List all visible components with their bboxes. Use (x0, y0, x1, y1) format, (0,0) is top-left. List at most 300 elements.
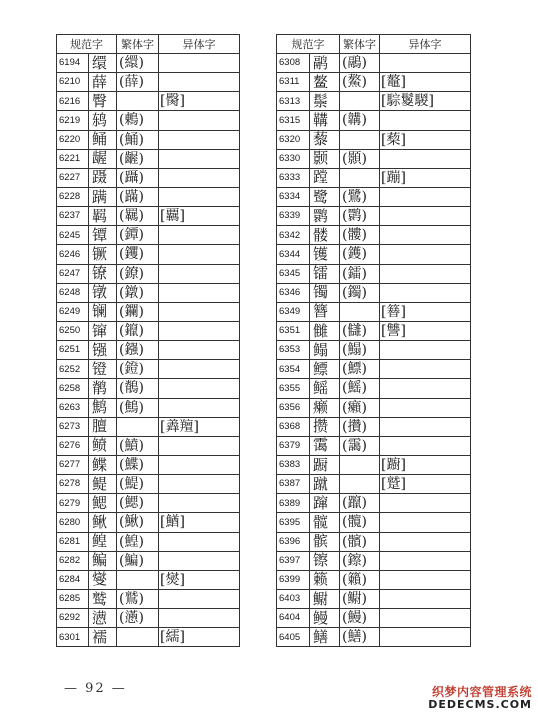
entry-number: 6194 (57, 54, 89, 73)
entry-number: 6379 (277, 436, 310, 455)
entry-number: 6219 (57, 111, 89, 130)
entry-number: 6276 (57, 436, 89, 455)
traditional-char: (蹣) (117, 187, 159, 206)
variant-char (159, 494, 240, 513)
entry-number: 6216 (57, 92, 89, 111)
variant-char (159, 589, 240, 608)
variant-char (380, 436, 471, 455)
watermark-cn: 织梦内容管理系统 (431, 684, 532, 699)
variant-char: [蔾] (380, 130, 471, 149)
table-row (277, 513, 471, 532)
traditional-char: (鰍) (117, 513, 159, 532)
variant-char (380, 398, 471, 417)
table-row (57, 417, 240, 436)
entry-number: 6353 (277, 341, 310, 360)
table-row (277, 341, 471, 360)
entry-number: 6278 (57, 475, 89, 494)
standard-char: 镲 (310, 551, 340, 570)
entry-number: 6349 (277, 302, 310, 321)
char-table-right (276, 34, 471, 647)
table-row (57, 245, 240, 264)
table-row (277, 475, 471, 494)
entry-number: 6220 (57, 130, 89, 149)
traditional-char: (鱝) (117, 436, 159, 455)
standard-char: 籁 (310, 570, 340, 589)
variant-char: [騌鬉騣] (380, 92, 471, 111)
standard-char: 蹴 (310, 475, 340, 494)
entry-number: 6252 (57, 360, 89, 379)
entry-number: 6250 (57, 321, 89, 340)
variant-char (380, 283, 471, 302)
entry-number: 6405 (277, 628, 310, 647)
variant-char (380, 513, 471, 532)
variant-char (380, 111, 471, 130)
standard-char: 镭 (310, 264, 340, 283)
variant-char (159, 245, 240, 264)
table-row (57, 360, 240, 379)
variant-char: [鰌] (159, 513, 240, 532)
table-row (277, 436, 471, 455)
entry-number: 6351 (277, 321, 310, 340)
entry-number: 6301 (57, 628, 89, 647)
standard-char: 鳊 (89, 551, 117, 570)
traditional-char: (懣) (117, 609, 159, 628)
traditional-char: (籟) (340, 570, 380, 589)
traditional-char (117, 570, 159, 589)
standard-char: 鲽 (89, 455, 117, 474)
traditional-char (340, 92, 380, 111)
entry-number: 6221 (57, 149, 89, 168)
traditional-char: (髖) (340, 513, 380, 532)
variant-char (159, 264, 240, 283)
standard-char: 鲼 (89, 436, 117, 455)
standard-char: 鹝 (310, 54, 340, 73)
variant-char (159, 54, 240, 73)
variant-char (159, 532, 240, 551)
standard-char: 鳚 (310, 589, 340, 608)
standard-char: 鳝 (310, 628, 340, 647)
entry-number: 6387 (277, 475, 310, 494)
variant-char: [羴羶] (159, 417, 240, 436)
table-row (277, 245, 471, 264)
standard-char: 簪 (310, 302, 340, 321)
variant-char (380, 360, 471, 379)
variant-char (380, 187, 471, 206)
traditional-char: (攢) (340, 417, 380, 436)
entry-number: 6245 (57, 226, 89, 245)
variant-char (159, 398, 240, 417)
traditional-char: (鯷) (117, 475, 159, 494)
standard-char: 鳎 (310, 341, 340, 360)
standard-char: 鳃 (89, 494, 117, 513)
standard-char: 鬃 (310, 92, 340, 111)
table-header-row (57, 35, 240, 54)
table-row (277, 321, 471, 340)
entry-number: 6396 (277, 532, 310, 551)
entry-number: 6344 (277, 245, 310, 264)
traditional-char: (鑹) (117, 321, 159, 340)
watermark-logo (428, 686, 532, 711)
variant-char (159, 283, 240, 302)
table-row (57, 187, 240, 206)
standard-char: 鲬 (89, 130, 117, 149)
traditional-char: (躥) (340, 494, 380, 513)
standard-char: 膻 (89, 417, 117, 436)
standard-char: 雠 (310, 321, 340, 340)
variant-char (380, 570, 471, 589)
traditional-char: (躡) (117, 168, 159, 187)
entry-number: 6308 (277, 54, 310, 73)
entry-number: 6333 (277, 168, 310, 187)
entry-number: 6263 (57, 398, 89, 417)
traditional-char: (髏) (340, 226, 380, 245)
header-standard-char: 规范字 (277, 35, 340, 54)
table-row (277, 207, 471, 226)
variant-char (159, 341, 240, 360)
variant-char (159, 226, 240, 245)
standard-char: 镦 (89, 283, 117, 302)
table-row (277, 609, 471, 628)
table-row (57, 609, 240, 628)
traditional-char: (鐓) (117, 283, 159, 302)
traditional-char: (鹮) (340, 207, 380, 226)
entry-number: 6249 (57, 302, 89, 321)
variant-char (380, 245, 471, 264)
traditional-char: (鰓) (117, 494, 159, 513)
traditional-char: (鰨) (340, 341, 380, 360)
char-table-left (56, 34, 240, 647)
table-row (277, 111, 471, 130)
table-row (57, 168, 240, 187)
table-row (277, 379, 471, 398)
standard-char: 鳐 (310, 379, 340, 398)
table-row (277, 187, 471, 206)
table-row (57, 341, 240, 360)
traditional-char (117, 92, 159, 111)
entry-number: 6399 (277, 570, 310, 589)
entry-number: 6383 (277, 455, 310, 474)
traditional-char: (鷊) (340, 54, 380, 73)
standard-char: 鹫 (89, 589, 117, 608)
traditional-char: (鏹) (117, 341, 159, 360)
variant-char (159, 187, 240, 206)
entry-number: 6354 (277, 360, 310, 379)
entry-number: 6342 (277, 226, 310, 245)
traditional-char: (羈) (117, 207, 159, 226)
variant-char (380, 628, 471, 647)
entry-number: 6311 (277, 73, 310, 92)
table-row (57, 379, 240, 398)
table-row (277, 570, 471, 589)
standard-char: 髌 (310, 532, 340, 551)
entry-number: 6403 (277, 589, 310, 608)
variant-char (159, 130, 240, 149)
traditional-char: (鯒) (117, 130, 159, 149)
standard-char: 镩 (89, 321, 117, 340)
traditional-char: (癩) (340, 398, 380, 417)
header-traditional-char: 繁体字 (117, 35, 159, 54)
entry-number: 6273 (57, 417, 89, 436)
entry-number: 6404 (277, 609, 310, 628)
variant-char (380, 54, 471, 73)
entry-number: 6395 (277, 513, 310, 532)
variant-char (380, 532, 471, 551)
variant-char (159, 455, 240, 474)
traditional-char: (繯) (117, 54, 159, 73)
variant-char (380, 207, 471, 226)
traditional-char: (鰾) (340, 360, 380, 379)
variant-char (159, 551, 240, 570)
entry-number: 6313 (277, 92, 310, 111)
entry-number: 6389 (277, 494, 310, 513)
table-row (57, 628, 240, 647)
standard-char: 鳌 (310, 73, 340, 92)
table-row (57, 149, 240, 168)
standard-char: 鞲 (310, 111, 340, 130)
table-row (277, 226, 471, 245)
variant-char (380, 551, 471, 570)
entry-number: 6237 (57, 207, 89, 226)
table-row (57, 226, 240, 245)
standard-char: 懑 (89, 609, 117, 628)
standard-char: 鹪 (89, 398, 117, 417)
traditional-char: (鐳) (340, 264, 380, 283)
table-row (57, 92, 240, 111)
standard-char: 髋 (310, 513, 340, 532)
variant-char: [蹵] (380, 475, 471, 494)
standard-char: 镧 (89, 302, 117, 321)
standard-char: 蹒 (89, 187, 117, 206)
variant-char (159, 475, 240, 494)
table-row (277, 455, 471, 474)
header-variant-char: 异体字 (380, 35, 471, 54)
entry-number: 6251 (57, 341, 89, 360)
traditional-char: (鶺) (117, 379, 159, 398)
traditional-char (340, 475, 380, 494)
standard-char: 镯 (310, 283, 340, 302)
entry-number: 6368 (277, 417, 310, 436)
header-variant-char: 异体字 (159, 35, 240, 54)
entry-number: 6292 (57, 609, 89, 628)
standard-char: 缳 (89, 54, 117, 73)
traditional-char (117, 417, 159, 436)
standard-char: 鳀 (89, 475, 117, 494)
entry-number: 6248 (57, 283, 89, 302)
entry-number: 6281 (57, 532, 89, 551)
variant-char (380, 417, 471, 436)
entry-number: 6279 (57, 494, 89, 513)
entry-number: 6320 (277, 130, 310, 149)
entry-number: 6258 (57, 379, 89, 398)
traditional-char: (鷦) (117, 398, 159, 417)
variant-char (380, 226, 471, 245)
table-row (277, 302, 471, 321)
variant-char (159, 436, 240, 455)
standard-char: 攒 (310, 417, 340, 436)
traditional-char: (韝) (340, 111, 380, 130)
standard-char: 颢 (310, 149, 340, 168)
variant-char (159, 302, 240, 321)
variant-char (380, 609, 471, 628)
traditional-char: (鳚) (340, 589, 380, 608)
variant-char: [讐] (380, 321, 471, 340)
table-row (277, 73, 471, 92)
table-row (277, 264, 471, 283)
watermark-en: DEDECMS.COM (428, 697, 532, 711)
table-row (57, 264, 240, 283)
traditional-char: (鱔) (340, 628, 380, 647)
table-row (57, 570, 240, 589)
table-row (57, 455, 240, 474)
standard-char: 燮 (89, 570, 117, 589)
standard-char: 髅 (310, 226, 340, 245)
variant-char: [爕] (159, 570, 240, 589)
standard-char: 鳗 (310, 609, 340, 628)
table-row (277, 92, 471, 111)
variant-char (380, 149, 471, 168)
traditional-char: (钁) (117, 245, 159, 264)
table-row (277, 494, 471, 513)
table-row (57, 532, 240, 551)
standard-char: 鳇 (89, 532, 117, 551)
variant-char (380, 494, 471, 513)
traditional-char: (鷺) (340, 187, 380, 206)
table-row (57, 513, 240, 532)
traditional-char: (鰲) (340, 73, 380, 92)
standard-char: 鹡 (89, 379, 117, 398)
standard-char: 臀 (89, 92, 117, 111)
traditional-char: (鷲) (117, 589, 159, 608)
entry-number: 6247 (57, 264, 89, 283)
variant-char: [蹦] (380, 168, 471, 187)
table-row (277, 551, 471, 570)
entry-number: 6339 (277, 207, 310, 226)
standard-char: 藜 (310, 130, 340, 149)
variant-char (380, 589, 471, 608)
table-row (57, 111, 240, 130)
standard-char: 蹑 (89, 168, 117, 187)
entry-number: 6228 (57, 187, 89, 206)
traditional-char: (靄) (340, 436, 380, 455)
traditional-char: (顥) (340, 149, 380, 168)
table-row (57, 494, 240, 513)
table-row (277, 532, 471, 551)
standard-char: 龌 (89, 149, 117, 168)
traditional-char: (齷) (117, 149, 159, 168)
variant-char (159, 168, 240, 187)
table-row (277, 628, 471, 647)
variant-char (159, 73, 240, 92)
entry-number: 6284 (57, 570, 89, 589)
traditional-char: (鑊) (340, 245, 380, 264)
standard-char: 镢 (89, 245, 117, 264)
table-row (57, 302, 240, 321)
entry-number: 6277 (57, 455, 89, 474)
standard-char: 薛 (89, 73, 117, 92)
standard-char: 鹭 (310, 187, 340, 206)
table-row (277, 417, 471, 436)
traditional-char (340, 168, 380, 187)
table-row (57, 551, 240, 570)
entry-number: 6210 (57, 73, 89, 92)
variant-char (159, 609, 240, 628)
traditional-char: (薛) (117, 73, 159, 92)
traditional-char: (鶇) (117, 111, 159, 130)
traditional-char: (髕) (340, 532, 380, 551)
table-row (277, 589, 471, 608)
standard-char: 蹚 (310, 168, 340, 187)
traditional-char (340, 455, 380, 474)
standard-char: 羁 (89, 207, 117, 226)
variant-char (159, 321, 240, 340)
standard-char: 镣 (89, 264, 117, 283)
standard-char: 鳔 (310, 360, 340, 379)
entry-number: 6345 (277, 264, 310, 283)
variant-char: [躕] (380, 455, 471, 474)
standard-char: 镪 (89, 341, 117, 360)
page-number: — 92 — (64, 681, 127, 696)
entry-number: 6246 (57, 245, 89, 264)
standard-char: 霭 (310, 436, 340, 455)
standard-char: 鳅 (89, 513, 117, 532)
entry-number: 6334 (277, 187, 310, 206)
table-row (57, 73, 240, 92)
table-row (277, 149, 471, 168)
traditional-char (117, 628, 159, 647)
table-row (277, 54, 471, 73)
entry-number: 6227 (57, 168, 89, 187)
variant-char (159, 360, 240, 379)
table-row (277, 398, 471, 417)
table-row (277, 360, 471, 379)
table-row (277, 168, 471, 187)
entry-number: 6346 (277, 283, 310, 302)
variant-char: [鼇] (380, 73, 471, 92)
entry-number: 6315 (277, 111, 310, 130)
table-row (57, 321, 240, 340)
table-header-row (277, 35, 471, 54)
traditional-char: (鰈) (117, 455, 159, 474)
traditional-char: (鑭) (117, 302, 159, 321)
table-row (57, 54, 240, 73)
standard-char: 蹰 (310, 455, 340, 474)
table-row (57, 207, 240, 226)
traditional-char (340, 302, 380, 321)
entry-number: 6285 (57, 589, 89, 608)
table-row (57, 475, 240, 494)
standard-char: 镬 (310, 245, 340, 264)
entry-number: 6397 (277, 551, 310, 570)
standard-char: 鸫 (89, 111, 117, 130)
variant-char (159, 111, 240, 130)
traditional-char: (鐲) (340, 283, 380, 302)
table-row (277, 283, 471, 302)
variant-char: [臋] (159, 92, 240, 111)
table-row (57, 130, 240, 149)
table-row (57, 283, 240, 302)
standard-char: 蹿 (310, 494, 340, 513)
variant-char (380, 341, 471, 360)
variant-char: [繻] (159, 628, 240, 647)
header-traditional-char: 繁体字 (340, 35, 380, 54)
standard-char: 癞 (310, 398, 340, 417)
entry-number: 6355 (277, 379, 310, 398)
traditional-char: (鐙) (117, 360, 159, 379)
header-standard-char: 规范字 (57, 35, 117, 54)
entry-number: 6356 (277, 398, 310, 417)
variant-char: [覊] (159, 207, 240, 226)
traditional-char: (鰩) (340, 379, 380, 398)
